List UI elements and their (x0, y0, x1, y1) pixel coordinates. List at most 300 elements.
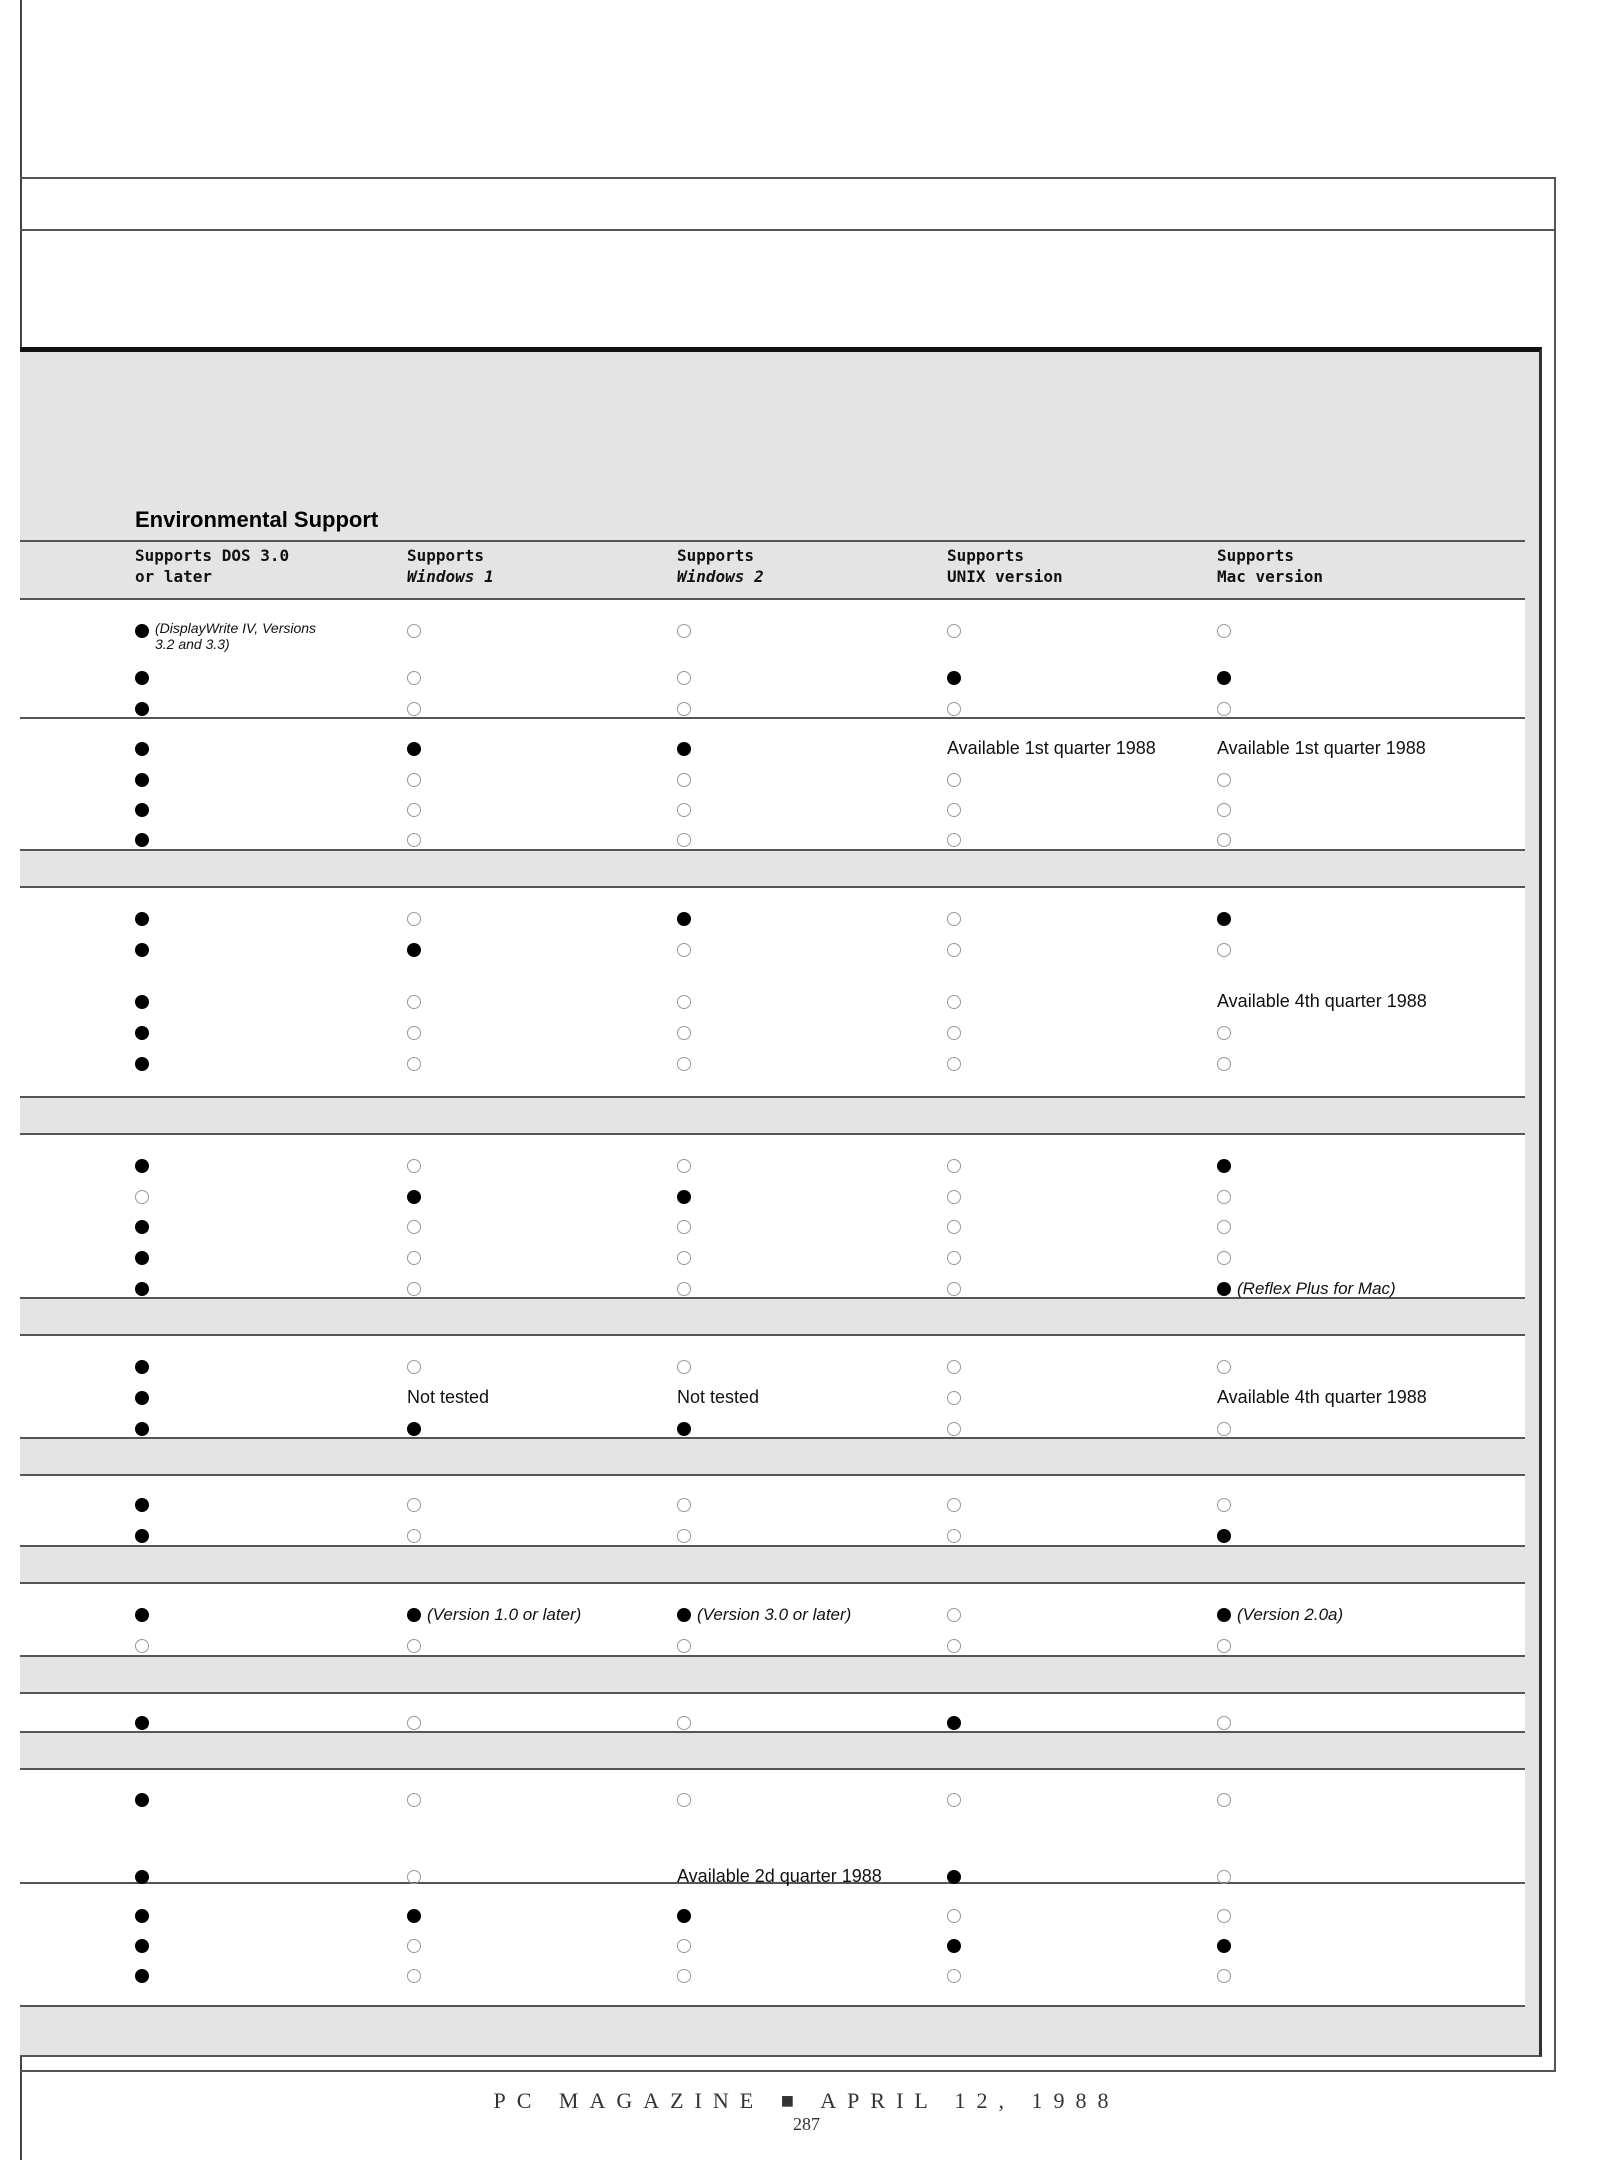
column-header (135, 545, 289, 587)
table-cell (1217, 1525, 1231, 1545)
table-cell (1217, 939, 1231, 959)
table-cell (1217, 908, 1231, 928)
filled-circle-icon (677, 1190, 691, 1204)
table-cell (677, 1525, 691, 1545)
table-cell (947, 1604, 961, 1624)
open-circle-icon (1217, 624, 1231, 638)
open-circle-icon (407, 995, 421, 1009)
open-circle-icon (677, 671, 691, 685)
filled-circle-icon (947, 671, 961, 685)
table-cell (407, 799, 421, 819)
table-cell (1217, 738, 1426, 758)
open-circle-icon (947, 1360, 961, 1374)
table-cell (947, 769, 961, 789)
table-cell (1217, 1387, 1427, 1407)
table-cell (947, 799, 961, 819)
open-circle-icon (407, 624, 421, 638)
filled-circle-icon (677, 912, 691, 926)
table-cell (677, 1905, 691, 1925)
page-footer (0, 2088, 1613, 2135)
open-circle-icon (407, 1251, 421, 1265)
table-cell (1217, 1278, 1396, 1299)
table-cell (947, 1216, 961, 1236)
open-circle-icon (947, 995, 961, 1009)
table-cell (947, 1905, 961, 1925)
open-circle-icon (677, 943, 691, 957)
open-circle-icon (947, 1190, 961, 1204)
table-cell (677, 1494, 691, 1514)
open-circle-icon (1217, 773, 1231, 787)
table-cell (947, 1247, 961, 1267)
table-cell (1217, 1022, 1231, 1042)
table-cell (135, 1905, 149, 1925)
table-cell (1217, 1965, 1231, 1985)
row-group (20, 1474, 1525, 1547)
open-circle-icon (947, 1251, 961, 1265)
table-cell (407, 1789, 421, 1809)
filled-circle-icon (135, 1391, 149, 1405)
open-circle-icon (947, 1282, 961, 1296)
open-circle-icon (677, 1639, 691, 1653)
table-cell (135, 829, 149, 849)
table-cell (407, 1965, 421, 1985)
open-circle-icon (677, 1529, 691, 1543)
table-cell (407, 1494, 421, 1514)
open-circle-icon (947, 624, 961, 638)
table-cell (407, 1635, 421, 1655)
open-circle-icon (677, 1282, 691, 1296)
row-group (20, 598, 1525, 721)
open-circle-icon (1217, 1251, 1231, 1265)
table-cell (135, 1866, 149, 1886)
page-number: 287 (793, 2114, 820, 2134)
table-cell (135, 1494, 149, 1514)
table-cell (407, 1935, 421, 1955)
table-cell (677, 1789, 691, 1809)
table-cell (407, 1712, 421, 1732)
open-circle-icon (407, 1282, 421, 1296)
filled-circle-icon (135, 1159, 149, 1173)
open-circle-icon (947, 1793, 961, 1807)
table-cell (135, 698, 149, 718)
table-cell (677, 1866, 882, 1886)
table-cell (947, 1712, 961, 1732)
table-cell (677, 799, 691, 819)
filled-circle-icon (135, 1909, 149, 1923)
table-cell (135, 1053, 149, 1073)
filled-circle-icon (135, 1608, 149, 1622)
filled-circle-icon (1217, 1282, 1231, 1296)
cell-note: (Version 3.0 or later) (697, 1605, 852, 1624)
open-circle-icon (1217, 1360, 1231, 1374)
table-cell (407, 1186, 421, 1206)
filled-circle-icon (135, 671, 149, 685)
table-cell (407, 667, 421, 687)
table-cell (135, 908, 149, 928)
open-circle-icon (1217, 1639, 1231, 1653)
table-cell (1217, 799, 1231, 819)
table-cell (1217, 1494, 1231, 1514)
open-circle-icon (947, 1529, 961, 1543)
open-circle-icon (407, 1220, 421, 1234)
table-cell (407, 698, 421, 718)
table-cell (407, 991, 421, 1011)
filled-circle-icon (677, 1608, 691, 1622)
table-cell (135, 1604, 149, 1624)
open-circle-icon (947, 1498, 961, 1512)
open-circle-icon (407, 671, 421, 685)
table-cell (947, 738, 1156, 758)
column-header-line1: Supports (677, 546, 755, 565)
open-circle-icon (407, 1498, 421, 1512)
open-circle-icon (677, 1057, 691, 1071)
table-cell (947, 1387, 961, 1407)
column-header-line1: Supports DOS 3.0 (135, 546, 290, 565)
table-cell (407, 1525, 421, 1545)
open-circle-icon (947, 912, 961, 926)
table-cell (947, 1635, 961, 1655)
table-cell (1217, 769, 1231, 789)
table-cell (677, 1635, 691, 1655)
row-group (20, 1882, 1525, 2007)
table-cell (1217, 829, 1231, 849)
filled-circle-icon (135, 1026, 149, 1040)
table-cell (1217, 1418, 1231, 1438)
table-cell (947, 1965, 961, 1985)
filled-circle-icon (407, 1422, 421, 1436)
open-circle-icon (407, 803, 421, 817)
cell-text: Available 2d quarter 1988 (677, 1866, 882, 1886)
filled-circle-icon (677, 1909, 691, 1923)
table-cell (677, 1022, 691, 1042)
cell-text: Not tested (677, 1387, 760, 1407)
table-cell (677, 1712, 691, 1732)
table-cell (407, 1387, 489, 1407)
column-header (947, 545, 1063, 587)
column-header-line1: Supports (1217, 546, 1295, 565)
section-title: Environmental Support (135, 507, 379, 532)
table-cell (407, 1216, 421, 1236)
table-cell (677, 1387, 759, 1407)
table-cell (947, 1155, 961, 1175)
table-cell (407, 1247, 421, 1267)
column-header-line2: Windows 1 (407, 567, 494, 586)
table-cell (677, 939, 691, 959)
table-cell (947, 1418, 961, 1438)
filled-circle-icon (135, 1057, 149, 1071)
open-circle-icon (947, 1969, 961, 1983)
table-cell (1217, 1635, 1231, 1655)
table-cell (677, 769, 691, 789)
table-cell (947, 698, 961, 718)
open-circle-icon (677, 995, 691, 1009)
table-cell (677, 667, 691, 687)
table-cell (1217, 667, 1231, 687)
filled-circle-icon (1217, 1529, 1231, 1543)
filled-circle-icon (135, 1969, 149, 1983)
open-circle-icon (407, 833, 421, 847)
row-group (20, 1692, 1525, 1733)
filled-circle-icon (135, 1360, 149, 1374)
open-circle-icon (1217, 1909, 1231, 1923)
cell-text: Available 1st quarter 1988 (1217, 738, 1426, 758)
table-cell (407, 1418, 421, 1438)
table-cell (947, 620, 961, 640)
table-cell (947, 908, 961, 928)
table-cell (1217, 1604, 1343, 1625)
table-cell (947, 1935, 961, 1955)
cell-note: (Reflex Plus for Mac) (1237, 1279, 1396, 1298)
table-cell (1217, 1247, 1231, 1267)
open-circle-icon (1217, 1190, 1231, 1204)
column-header-line1: Supports (407, 546, 485, 565)
column-header-line2: Windows 2 (677, 567, 764, 586)
filled-circle-icon (135, 1251, 149, 1265)
table-cell (407, 1022, 421, 1042)
table-cell (135, 1278, 149, 1298)
table-cell (1217, 1905, 1231, 1925)
table-cell (135, 1247, 149, 1267)
table-cell (135, 1635, 149, 1655)
filled-circle-icon (135, 833, 149, 847)
open-circle-icon (677, 624, 691, 638)
open-circle-icon (135, 1639, 149, 1653)
table-cell (135, 667, 149, 687)
cell-note: (DisplayWrite IV, Versions 3.2 and 3.3) (155, 620, 317, 652)
open-circle-icon (407, 1026, 421, 1040)
table-cell (135, 799, 149, 819)
open-circle-icon (947, 702, 961, 716)
table-cell (135, 1935, 149, 1955)
filled-circle-icon (407, 1190, 421, 1204)
table-cell (1217, 620, 1231, 640)
open-circle-icon (677, 1159, 691, 1173)
column-header (677, 545, 764, 587)
table-cell (135, 939, 149, 959)
open-circle-icon (407, 1716, 421, 1730)
table-cell (677, 1247, 691, 1267)
open-circle-icon (677, 702, 691, 716)
open-circle-icon (677, 1939, 691, 1953)
open-circle-icon (947, 1391, 961, 1405)
open-circle-icon (1217, 1793, 1231, 1807)
table-cell (135, 1789, 149, 1809)
table-cell (1217, 698, 1231, 718)
open-circle-icon (1217, 1057, 1231, 1071)
filled-circle-icon (135, 1529, 149, 1543)
table-cell (407, 1866, 421, 1886)
open-circle-icon (1217, 702, 1231, 716)
filled-circle-icon (135, 702, 149, 716)
open-circle-icon (947, 1026, 961, 1040)
filled-circle-icon (947, 1870, 961, 1884)
open-circle-icon (407, 773, 421, 787)
table-cell (407, 769, 421, 789)
filled-circle-icon (1217, 1608, 1231, 1622)
cell-text: Available 4th quarter 1988 (1217, 991, 1427, 1011)
table-cell (677, 991, 691, 1011)
table-cell (947, 829, 961, 849)
open-circle-icon (407, 1939, 421, 1953)
table-cell (677, 1965, 691, 1985)
open-circle-icon (677, 1793, 691, 1807)
table-cell (947, 667, 961, 687)
table-cell (407, 1604, 581, 1625)
filled-circle-icon (135, 1716, 149, 1730)
table-cell (947, 1278, 961, 1298)
filled-circle-icon (135, 1498, 149, 1512)
open-circle-icon (677, 1716, 691, 1730)
table-cell (947, 1789, 961, 1809)
cell-note: (Version 2.0a) (1237, 1605, 1344, 1624)
open-circle-icon (1217, 1969, 1231, 1983)
row-group (20, 1133, 1525, 1299)
column-header-line2: Mac version (1217, 567, 1323, 586)
table-cell (135, 991, 149, 1011)
table-cell (407, 620, 421, 640)
open-circle-icon (1217, 1422, 1231, 1436)
open-circle-icon (407, 1529, 421, 1543)
table-cell (1217, 1866, 1231, 1886)
open-circle-icon (1217, 1870, 1231, 1884)
table-cell (947, 1525, 961, 1545)
table-cell (677, 1278, 691, 1298)
filled-circle-icon (135, 624, 149, 638)
cell-text: Available 4th quarter 1988 (1217, 1387, 1427, 1407)
table-cell (677, 698, 691, 718)
filled-circle-icon (1217, 1939, 1231, 1953)
cell-text: Available 1st quarter 1988 (947, 738, 1156, 758)
table-cell (135, 1022, 149, 1042)
table-cell (135, 1155, 149, 1175)
open-circle-icon (947, 773, 961, 787)
table-cell (1217, 991, 1427, 1011)
open-circle-icon (947, 1220, 961, 1234)
table-cell (677, 1604, 851, 1625)
table-cell (947, 1356, 961, 1376)
open-circle-icon (1217, 1498, 1231, 1512)
open-circle-icon (947, 1639, 961, 1653)
filled-circle-icon (677, 1422, 691, 1436)
filled-circle-icon (407, 1909, 421, 1923)
column-header (1217, 545, 1323, 587)
filled-circle-icon (135, 995, 149, 1009)
table-cell (947, 1186, 961, 1206)
table-cell (677, 908, 691, 928)
open-circle-icon (407, 1793, 421, 1807)
table-cell (135, 1216, 149, 1236)
filled-circle-icon (135, 1422, 149, 1436)
open-circle-icon (1217, 1716, 1231, 1730)
filled-circle-icon (135, 943, 149, 957)
open-circle-icon (947, 1608, 961, 1622)
open-circle-icon (407, 1870, 421, 1884)
open-circle-icon (677, 833, 691, 847)
open-circle-icon (677, 1969, 691, 1983)
table-cell (677, 1216, 691, 1236)
open-circle-icon (947, 1057, 961, 1071)
table-cell (677, 1935, 691, 1955)
table-cell (135, 769, 149, 789)
open-circle-icon (947, 1909, 961, 1923)
open-circle-icon (407, 702, 421, 716)
filled-circle-icon (1217, 1159, 1231, 1173)
open-circle-icon (677, 1220, 691, 1234)
table-cell (135, 1712, 149, 1732)
table-cell (135, 1525, 149, 1545)
table-cell (677, 1418, 691, 1438)
table-cell (407, 1905, 421, 1925)
table-cell (947, 1494, 961, 1514)
table-cell (407, 1155, 421, 1175)
table-cell (677, 1053, 691, 1073)
open-circle-icon (1217, 1026, 1231, 1040)
column-header-line2: or later (135, 567, 213, 586)
filled-circle-icon (1217, 671, 1231, 685)
filled-circle-icon (407, 742, 421, 756)
table-cell (1217, 1186, 1231, 1206)
table-cell (1217, 1356, 1231, 1376)
table-cell (135, 1186, 149, 1206)
open-circle-icon (947, 943, 961, 957)
table-cell (407, 1356, 421, 1376)
table-cell (407, 1278, 421, 1298)
filled-circle-icon (407, 943, 421, 957)
filled-circle-icon (947, 1716, 961, 1730)
table-cell (677, 829, 691, 849)
open-circle-icon (407, 1057, 421, 1071)
filled-circle-icon (135, 1870, 149, 1884)
filled-circle-icon (677, 742, 691, 756)
table-cell (135, 1418, 149, 1438)
cell-note: (Version 1.0 or later) (427, 1605, 582, 1624)
filled-circle-icon (135, 1793, 149, 1807)
table-cell (1217, 1935, 1231, 1955)
filled-circle-icon (1217, 912, 1231, 926)
filled-circle-icon (135, 803, 149, 817)
open-circle-icon (947, 1422, 961, 1436)
open-circle-icon (677, 1360, 691, 1374)
table-cell (947, 1022, 961, 1042)
table-cell (1217, 1053, 1231, 1073)
open-circle-icon (677, 1251, 691, 1265)
open-circle-icon (677, 1026, 691, 1040)
table-cell (135, 1356, 149, 1376)
open-circle-icon (947, 833, 961, 847)
table-cell (677, 1155, 691, 1175)
open-circle-icon (1217, 833, 1231, 847)
filled-circle-icon (135, 1282, 149, 1296)
table-cell (1217, 1789, 1231, 1809)
filled-circle-icon (135, 742, 149, 756)
open-circle-icon (677, 773, 691, 787)
table-cell (407, 738, 421, 758)
table-cell (1217, 1155, 1231, 1175)
filled-circle-icon (135, 773, 149, 787)
table-cell (947, 1053, 961, 1073)
cell-text: Not tested (407, 1387, 490, 1407)
column-header-line1: Supports (947, 546, 1025, 565)
open-circle-icon (947, 1159, 961, 1173)
column-header-line2: UNIX version (947, 567, 1063, 586)
footer-masthead: PC MAGAZINE ■ APRIL 12, 1988 (493, 2088, 1120, 2113)
open-circle-icon (677, 1498, 691, 1512)
table-cell (947, 1866, 961, 1886)
open-circle-icon (407, 912, 421, 926)
table-cell (1217, 1712, 1231, 1732)
open-circle-icon (947, 803, 961, 817)
open-circle-icon (407, 1360, 421, 1374)
